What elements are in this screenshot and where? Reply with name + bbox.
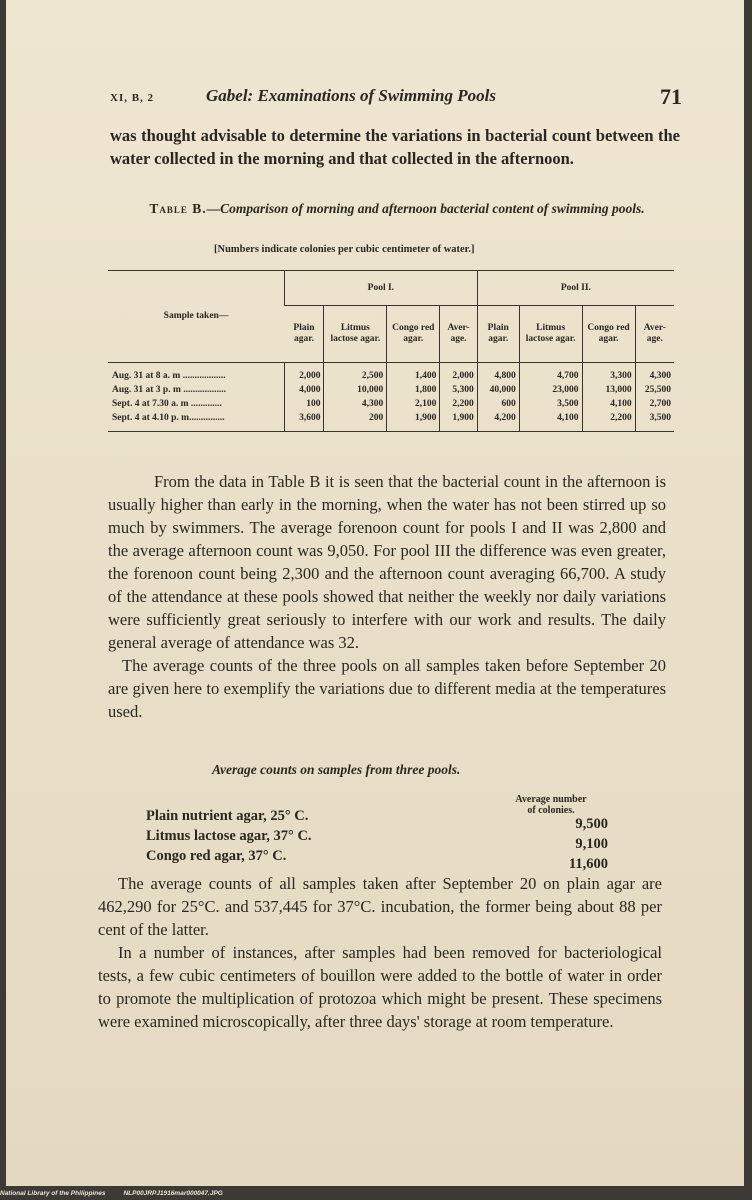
- group-header-pool-2: Pool II.: [477, 271, 674, 306]
- table-cell: 100: [285, 397, 324, 411]
- table-b: [108, 270, 674, 432]
- table-cell: 1,800: [387, 383, 440, 397]
- paragraph-text: In a number of instances, after samples had been removed for bacteriological tests, a few cubic centimeters of bouillon were added to the bottle of water in order to promote the multiplication of protozoa which might be present. These specimens were examined microscopically, after three days' storage at room temperature.: [98, 943, 662, 1031]
- table-cell: 1,900: [387, 411, 440, 432]
- avg-row: [146, 848, 626, 872]
- table-row: [108, 383, 674, 397]
- table-cell: 2,100: [387, 397, 440, 411]
- group-header-pool-1: Pool I.: [285, 271, 478, 306]
- table-cell: 2,000: [285, 363, 324, 384]
- avg-label: Litmus lactose agar, 37° C.: [146, 828, 312, 844]
- table-cell: 3,500: [635, 411, 674, 432]
- table-row: [108, 363, 674, 384]
- paragraph: [98, 872, 662, 941]
- avg-value: 9,500: [575, 816, 608, 832]
- avg-value: 11,600: [568, 856, 608, 872]
- paragraph-text: The average counts of all samples taken after September 20 on plain agar are 462,290 for 25°C. and 537,445 for 37°C. incubation, the former being about 88 per cent of the latter.: [98, 874, 662, 939]
- table-b-caption: [116, 200, 678, 217]
- column-header: Plain agar.: [285, 306, 324, 363]
- closing-block: [98, 872, 662, 1033]
- row-label: Sept. 4 at 4.10 p. m...............: [108, 411, 285, 432]
- table-cell: 4,100: [519, 411, 582, 432]
- row-label: Aug. 31 at 3 p. m ..................: [112, 385, 227, 395]
- table-row: [108, 411, 674, 432]
- table-cell: 4,800: [477, 363, 519, 384]
- avg-header-line: of colonies.: [527, 805, 575, 816]
- table-cell: 200: [324, 411, 387, 432]
- column-header: Litmus lactose agar.: [519, 306, 582, 363]
- running-header: [110, 86, 682, 112]
- avg-counts-caption: Average counts on samples from three pools.: [212, 762, 461, 777]
- section-reference: XI, B, 2: [110, 92, 155, 104]
- intro-paragraph: was thought advisable to determine the variations in bacterial count between the water collected in the morning and that collected in the afternoon.: [110, 126, 680, 168]
- paragraph: [108, 654, 666, 723]
- paragraph: [98, 941, 662, 1033]
- table-b-note: [Numbers indicate colonies per cubic centimeter of water.]: [214, 244, 475, 255]
- table-cell: 10,000: [324, 383, 387, 397]
- table-cell: 4,700: [519, 363, 582, 384]
- column-header: Plain agar.: [477, 306, 519, 363]
- table-cell: 4,300: [635, 363, 674, 384]
- avg-label: Plain nutrient agar, 25° C.: [146, 808, 309, 824]
- avg-row: [146, 828, 626, 852]
- avg-row: [146, 808, 626, 832]
- table-cell: 2,200: [582, 411, 635, 432]
- avg-header-line: Average number: [515, 794, 587, 805]
- avg-counts-table: [146, 794, 626, 874]
- table-cell: 3,600: [285, 411, 324, 432]
- table-cell: 3,500: [519, 397, 582, 411]
- table-cell: 25,500: [635, 383, 674, 397]
- column-header: Aver-age.: [635, 306, 674, 363]
- paragraph-text: From the data in Table B it is seen that the bacterial count in the afternoon is usually higher than early in the morning, when the water has not been stirred up so much by swimmers. The average forenoon count for pools I and II was 2,800 and the average afternoon count was 9,050. For pool III the difference was even greater, the forenoon count being 2,300 and the afternoon count averaging 66,700. A study of the attendance at these pools showed that neither the weekly nor daily variations were sufficiently great seriously to interfere with our work and results. The daily general average of attendance was 32.: [108, 472, 666, 652]
- paragraph: [108, 470, 666, 654]
- table-cell: 1,900: [440, 411, 477, 432]
- scan-footer: [0, 1190, 223, 1197]
- table-cell: 40,000: [477, 383, 519, 397]
- table-cell: 4,000: [285, 383, 324, 397]
- column-header: Aver-age.: [440, 306, 477, 363]
- page-number: 71: [660, 84, 682, 109]
- row-label: Sept. 4 at 7.30 a. m .............: [112, 399, 222, 409]
- column-header: Litmus lactose agar.: [324, 306, 387, 363]
- table-b-title: —Comparison of morning and afternoon bacterial content of swimming pools.: [206, 201, 645, 216]
- table-cell: 2,500: [324, 363, 387, 384]
- avg-value: 9,100: [575, 836, 608, 852]
- table-cell: 2,000: [440, 363, 477, 384]
- avg-label: Congo red agar, 37° C.: [146, 848, 287, 864]
- table-b-label: Table B.: [149, 201, 207, 216]
- table-cell: 4,200: [477, 411, 519, 432]
- scan-filename: NLP00JRPJ1916mar000047.JPG: [123, 1190, 223, 1197]
- library-credit: National Library of the Philippines: [0, 1190, 106, 1197]
- stub-header: Sample taken—: [108, 271, 285, 363]
- row-label: Aug. 31 at 8 a. m ..................: [112, 371, 226, 381]
- table-cell: 13,000: [582, 383, 635, 397]
- table-cell: 2,200: [440, 397, 477, 411]
- table-cell: 3,300: [582, 363, 635, 384]
- running-title: Gabel: Examinations of Swimming Pools: [206, 86, 496, 105]
- table-cell: 4,300: [324, 397, 387, 411]
- table-cell: 2,700: [635, 397, 674, 411]
- table-cell: 4,100: [582, 397, 635, 411]
- book-page: [6, 0, 744, 1186]
- table-cell: 600: [477, 397, 519, 411]
- table-cell: 1,400: [387, 363, 440, 384]
- column-header: Congo red agar.: [582, 306, 635, 363]
- table-cell: 23,000: [519, 383, 582, 397]
- column-header: Congo red agar.: [387, 306, 440, 363]
- table-row: [108, 397, 674, 411]
- table-cell: 5,300: [440, 383, 477, 397]
- paragraph-text: The average counts of the three pools on all samples taken before September 20 are given here to exemplify the variations due to different media at the temperatures used.: [108, 656, 666, 721]
- discussion-block: [108, 470, 666, 723]
